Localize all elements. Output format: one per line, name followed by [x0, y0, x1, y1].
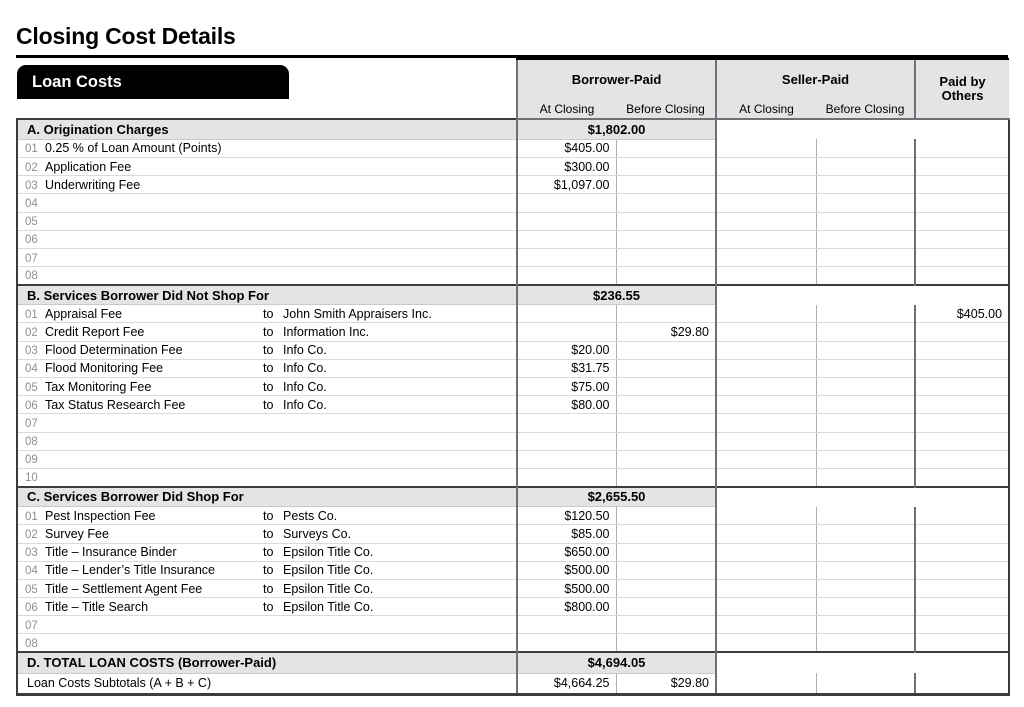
cell-paid-by-others [915, 176, 1009, 194]
cell-borrower-before-closing [616, 598, 716, 616]
cell-paid-by-others [915, 194, 1009, 212]
cell-borrower-at-closing [517, 450, 616, 468]
row-index: 06 [25, 601, 38, 614]
row-index: 07 [25, 619, 38, 632]
row-fee-name: Application Fee [45, 159, 132, 174]
row-index: 05 [25, 216, 38, 229]
total-blank-seller [716, 652, 915, 673]
column-header-borrower-paid: Borrower-Paid [517, 59, 716, 99]
cell-borrower-at-closing: $650.00 [517, 543, 616, 561]
table-row [17, 341, 1009, 359]
subtotal-before-closing: $29.80 [616, 673, 716, 694]
cell-paid-by-others [915, 598, 1009, 616]
cell-paid-by-others [915, 616, 1009, 634]
closing-cost-table [16, 58, 1010, 695]
cell-paid-by-others [915, 396, 1009, 414]
row-index: 02 [25, 161, 38, 174]
cell-borrower-before-closing [616, 561, 716, 579]
subheader-borrower-before-closing: Before Closing [616, 99, 716, 119]
section-header-row [17, 487, 1009, 507]
cell-seller-before-closing [816, 414, 915, 432]
page-title: Closing Cost Details [16, 23, 236, 49]
row-index: 01 [25, 510, 38, 523]
row-index: 04 [25, 363, 38, 376]
cell-seller-before-closing [816, 378, 915, 396]
row-payee: Info Co. [283, 397, 327, 412]
cell-paid-by-others [915, 634, 1009, 652]
row-payee: Info Co. [283, 379, 327, 394]
row-to-label: to [263, 508, 274, 523]
row-description [17, 248, 517, 266]
table-header-groups [17, 59, 1009, 99]
cell-paid-by-others [915, 378, 1009, 396]
cell-borrower-at-closing [517, 468, 616, 486]
row-fee-name: Title – Insurance Binder [45, 545, 177, 560]
cell-paid-by-others [915, 525, 1009, 543]
row-to-label: to [263, 581, 274, 596]
table-row [17, 468, 1009, 486]
row-to-label: to [263, 343, 274, 358]
cell-seller-at-closing [716, 305, 816, 323]
cell-seller-at-closing [716, 616, 816, 634]
table-row [17, 305, 1009, 323]
row-index: 05 [25, 583, 38, 596]
row-description [17, 432, 517, 450]
section-header-row [17, 119, 1009, 139]
cell-seller-at-closing [716, 230, 816, 248]
row-fee-name: 0.25 % of Loan Amount (Points) [45, 141, 222, 156]
table-row [17, 543, 1009, 561]
cell-borrower-before-closing [616, 194, 716, 212]
loan-costs-tab-cell [17, 59, 517, 99]
row-to-label: to [263, 325, 274, 340]
row-description [17, 176, 517, 194]
row-description [17, 579, 517, 597]
cell-seller-at-closing [716, 598, 816, 616]
section-heading-C: C. Services Borrower Did Shop For [17, 487, 517, 507]
cell-paid-by-others [915, 139, 1009, 157]
cell-seller-before-closing [816, 432, 915, 450]
column-header-paid-by-others [915, 59, 1009, 119]
cell-borrower-at-closing: $20.00 [517, 341, 616, 359]
row-to-label: to [263, 361, 274, 376]
table-row [17, 561, 1009, 579]
cell-seller-at-closing [716, 579, 816, 597]
row-description [17, 230, 517, 248]
section-heading-A: A. Origination Charges [17, 119, 517, 139]
row-index: 10 [25, 472, 38, 485]
cell-borrower-before-closing: $29.80 [616, 323, 716, 341]
table-row [17, 212, 1009, 230]
row-fee-name: Underwriting Fee [45, 177, 141, 192]
cell-seller-at-closing [716, 414, 816, 432]
row-index: 08 [25, 270, 38, 283]
cell-seller-before-closing [816, 634, 915, 652]
row-fee-name: Title – Lender’s Title Insurance [45, 563, 216, 578]
table-row [17, 176, 1009, 194]
section-blank-seller [716, 285, 915, 305]
cell-seller-at-closing [716, 507, 816, 525]
cell-paid-by-others [915, 267, 1009, 285]
row-to-label: to [263, 545, 274, 560]
row-description [17, 525, 517, 543]
paid-by-others-line2: Others [941, 88, 984, 104]
cell-paid-by-others [915, 507, 1009, 525]
row-description [17, 616, 517, 634]
cell-borrower-before-closing [616, 450, 716, 468]
cell-paid-by-others [915, 561, 1009, 579]
section-blank-other [915, 119, 1009, 139]
table-row [17, 267, 1009, 285]
table-row [17, 450, 1009, 468]
row-payee: Epsilon Title Co. [283, 563, 374, 578]
row-payee: Info Co. [283, 361, 327, 376]
cell-borrower-at-closing [517, 305, 616, 323]
section-blank-other [915, 285, 1009, 305]
cell-seller-at-closing [716, 139, 816, 157]
cell-seller-before-closing [816, 525, 915, 543]
total-blank-other [915, 652, 1009, 673]
cell-seller-at-closing [716, 561, 816, 579]
row-fee-name: Tax Monitoring Fee [45, 379, 152, 394]
row-description [17, 341, 517, 359]
subheader-seller-before-closing: Before Closing [816, 99, 915, 119]
row-index: 03 [25, 179, 38, 192]
cell-borrower-before-closing [616, 359, 716, 377]
cell-seller-before-closing [816, 176, 915, 194]
cell-seller-before-closing [816, 212, 915, 230]
table-row [17, 579, 1009, 597]
cell-borrower-before-closing [616, 543, 716, 561]
cell-borrower-before-closing [616, 579, 716, 597]
table-row [17, 194, 1009, 212]
cell-paid-by-others [915, 543, 1009, 561]
loan-costs-subtotals-row [17, 673, 1009, 694]
total-loan-costs-row [17, 652, 1009, 673]
row-fee-name: Flood Monitoring Fee [45, 361, 164, 376]
row-to-label: to [263, 379, 274, 394]
subtotal-at-closing: $4,664.25 [517, 673, 616, 694]
cell-seller-before-closing [816, 267, 915, 285]
cell-seller-before-closing [816, 468, 915, 486]
cell-seller-at-closing [716, 378, 816, 396]
cell-seller-before-closing [816, 507, 915, 525]
row-description [17, 414, 517, 432]
cell-borrower-before-closing [616, 139, 716, 157]
cell-borrower-at-closing: $120.50 [517, 507, 616, 525]
cell-borrower-at-closing [517, 248, 616, 266]
cell-seller-before-closing [816, 323, 915, 341]
row-description [17, 598, 517, 616]
row-fee-name: Title – Settlement Agent Fee [45, 581, 203, 596]
cell-paid-by-others [915, 414, 1009, 432]
table-row [17, 139, 1009, 157]
cell-borrower-before-closing [616, 616, 716, 634]
cell-seller-before-closing [816, 341, 915, 359]
cell-borrower-before-closing [616, 176, 716, 194]
cell-borrower-at-closing: $1,097.00 [517, 176, 616, 194]
row-description [17, 267, 517, 285]
cell-seller-before-closing [816, 396, 915, 414]
cell-seller-before-closing [816, 598, 915, 616]
row-index: 01 [25, 308, 38, 321]
row-description [17, 139, 517, 157]
column-header-seller-paid: Seller-Paid [716, 59, 915, 99]
row-index: 08 [25, 436, 38, 449]
row-index: 02 [25, 327, 38, 340]
table-row [17, 359, 1009, 377]
cell-seller-at-closing [716, 450, 816, 468]
row-index: 07 [25, 418, 38, 431]
cell-borrower-before-closing [616, 634, 716, 652]
row-index: 09 [25, 454, 38, 467]
row-description [17, 157, 517, 175]
cell-paid-by-others [915, 432, 1009, 450]
row-index: 06 [25, 234, 38, 247]
subheader-seller-at-closing: At Closing [716, 99, 816, 119]
header-spacer [17, 99, 517, 119]
subtotal-paid-by-others [915, 673, 1009, 694]
cell-borrower-at-closing [517, 267, 616, 285]
row-payee: Epsilon Title Co. [283, 545, 374, 560]
row-index: 04 [25, 565, 38, 578]
subtotal-seller-before-closing [816, 673, 915, 694]
total-loan-costs-label: D. TOTAL LOAN COSTS (Borrower-Paid) [17, 652, 517, 673]
cell-borrower-at-closing [517, 212, 616, 230]
cell-borrower-before-closing [616, 396, 716, 414]
cell-borrower-before-closing [616, 267, 716, 285]
cell-paid-by-others [915, 468, 1009, 486]
row-fee-name: Title – Title Search [45, 599, 149, 614]
row-payee: Information Inc. [283, 325, 370, 340]
cell-paid-by-others [915, 579, 1009, 597]
subtotal-seller-at-closing [716, 673, 816, 694]
section-heading-B: B. Services Borrower Did Not Shop For [17, 285, 517, 305]
cell-borrower-at-closing [517, 230, 616, 248]
row-description [17, 194, 517, 212]
cell-seller-at-closing [716, 157, 816, 175]
row-to-label: to [263, 526, 274, 541]
row-to-label: to [263, 306, 274, 321]
row-description [17, 468, 517, 486]
section-header-row [17, 285, 1009, 305]
cell-seller-before-closing [816, 359, 915, 377]
row-description [17, 543, 517, 561]
row-payee: Info Co. [283, 343, 327, 358]
cell-seller-before-closing [816, 194, 915, 212]
row-description [17, 507, 517, 525]
table-row [17, 432, 1009, 450]
row-index: 08 [25, 637, 38, 650]
cell-borrower-at-closing [517, 634, 616, 652]
section-total-C: $2,655.50 [517, 487, 716, 507]
cell-paid-by-others [915, 359, 1009, 377]
cell-seller-at-closing [716, 525, 816, 543]
cell-borrower-at-closing [517, 432, 616, 450]
cell-seller-at-closing [716, 267, 816, 285]
row-fee-name: Credit Report Fee [45, 325, 145, 340]
row-payee: Pests Co. [283, 508, 338, 523]
cell-borrower-at-closing: $405.00 [517, 139, 616, 157]
cell-seller-at-closing [716, 176, 816, 194]
table-row [17, 525, 1009, 543]
cell-paid-by-others [915, 450, 1009, 468]
cell-borrower-at-closing [517, 414, 616, 432]
cell-borrower-before-closing [616, 468, 716, 486]
cell-borrower-before-closing [616, 157, 716, 175]
cell-paid-by-others [915, 230, 1009, 248]
table-row [17, 598, 1009, 616]
table-row [17, 414, 1009, 432]
cell-borrower-at-closing [517, 194, 616, 212]
cell-borrower-before-closing [616, 432, 716, 450]
row-index: 05 [25, 381, 38, 394]
cell-borrower-before-closing [616, 414, 716, 432]
cell-paid-by-others [915, 248, 1009, 266]
cell-seller-before-closing [816, 543, 915, 561]
cell-seller-at-closing [716, 341, 816, 359]
cell-seller-before-closing [816, 230, 915, 248]
row-fee-name: Flood Determination Fee [45, 343, 183, 358]
cell-seller-at-closing [716, 194, 816, 212]
cell-seller-at-closing [716, 468, 816, 486]
row-description [17, 305, 517, 323]
row-index: 01 [25, 143, 38, 156]
row-fee-name: Pest Inspection Fee [45, 508, 156, 523]
table-row [17, 323, 1009, 341]
row-payee: Epsilon Title Co. [283, 599, 374, 614]
cell-borrower-at-closing: $500.00 [517, 579, 616, 597]
row-to-label: to [263, 599, 274, 614]
row-index: 02 [25, 528, 38, 541]
cell-seller-before-closing [816, 616, 915, 634]
cell-seller-at-closing [716, 323, 816, 341]
cell-seller-at-closing [716, 248, 816, 266]
cell-borrower-before-closing [616, 378, 716, 396]
section-total-A: $1,802.00 [517, 119, 716, 139]
cell-borrower-at-closing: $80.00 [517, 396, 616, 414]
cell-borrower-at-closing [517, 323, 616, 341]
loan-costs-tab: Loan Costs [17, 65, 289, 99]
paid-by-others-line1: Paid by [939, 73, 986, 89]
total-loan-costs-value: $4,694.05 [517, 652, 716, 673]
cell-borrower-before-closing [616, 507, 716, 525]
row-fee-name: Tax Status Research Fee [45, 397, 186, 412]
row-to-label: to [263, 563, 274, 578]
cell-seller-before-closing [816, 450, 915, 468]
row-description [17, 323, 517, 341]
cell-seller-before-closing [816, 248, 915, 266]
row-index: 07 [25, 252, 38, 265]
cell-seller-before-closing [816, 579, 915, 597]
row-index: 06 [25, 399, 38, 412]
row-payee: John Smith Appraisers Inc. [283, 306, 432, 321]
table-row [17, 396, 1009, 414]
cell-borrower-before-closing [616, 305, 716, 323]
cell-borrower-at-closing: $500.00 [517, 561, 616, 579]
table-row [17, 230, 1009, 248]
cell-borrower-at-closing [517, 616, 616, 634]
cell-seller-at-closing [716, 634, 816, 652]
section-blank-seller [716, 119, 915, 139]
cell-paid-by-others [915, 212, 1009, 230]
row-description [17, 396, 517, 414]
table-row [17, 507, 1009, 525]
subtotal-label: Loan Costs Subtotals (A + B + C) [17, 673, 517, 694]
row-index: 04 [25, 197, 38, 210]
cell-borrower-before-closing [616, 248, 716, 266]
cell-borrower-before-closing [616, 212, 716, 230]
section-blank-other [915, 487, 1009, 507]
table-row [17, 616, 1009, 634]
cell-paid-by-others: $405.00 [915, 305, 1009, 323]
row-description [17, 212, 517, 230]
cell-seller-at-closing [716, 359, 816, 377]
cell-borrower-at-closing: $31.75 [517, 359, 616, 377]
row-fee-name: Appraisal Fee [45, 306, 123, 321]
row-description [17, 450, 517, 468]
cell-borrower-before-closing [616, 341, 716, 359]
row-to-label: to [263, 397, 274, 412]
cell-seller-before-closing [816, 561, 915, 579]
cell-borrower-at-closing: $75.00 [517, 378, 616, 396]
row-description [17, 359, 517, 377]
cell-borrower-at-closing: $800.00 [517, 598, 616, 616]
table-row [17, 157, 1009, 175]
cell-seller-at-closing [716, 432, 816, 450]
cell-borrower-at-closing: $300.00 [517, 157, 616, 175]
row-index: 03 [25, 547, 38, 560]
row-description [17, 634, 517, 652]
cell-seller-at-closing [716, 396, 816, 414]
section-total-B: $236.55 [517, 285, 716, 305]
table-row [17, 634, 1009, 652]
cell-seller-at-closing [716, 212, 816, 230]
row-description [17, 561, 517, 579]
cell-paid-by-others [915, 341, 1009, 359]
row-payee: Surveys Co. [283, 526, 352, 541]
row-fee-name: Survey Fee [45, 526, 109, 541]
table-header-subcolumns [17, 99, 1009, 119]
table-row [17, 378, 1009, 396]
cell-seller-at-closing [716, 543, 816, 561]
table-row [17, 248, 1009, 266]
cell-paid-by-others [915, 157, 1009, 175]
row-index: 03 [25, 345, 38, 358]
section-blank-seller [716, 487, 915, 507]
cell-borrower-at-closing: $85.00 [517, 525, 616, 543]
row-payee: Epsilon Title Co. [283, 581, 374, 596]
cell-borrower-before-closing [616, 525, 716, 543]
cell-borrower-before-closing [616, 230, 716, 248]
cell-paid-by-others [915, 323, 1009, 341]
cell-seller-before-closing [816, 139, 915, 157]
cell-seller-before-closing [816, 305, 915, 323]
row-description [17, 378, 517, 396]
cell-seller-before-closing [816, 157, 915, 175]
subheader-borrower-at-closing: At Closing [517, 99, 616, 119]
